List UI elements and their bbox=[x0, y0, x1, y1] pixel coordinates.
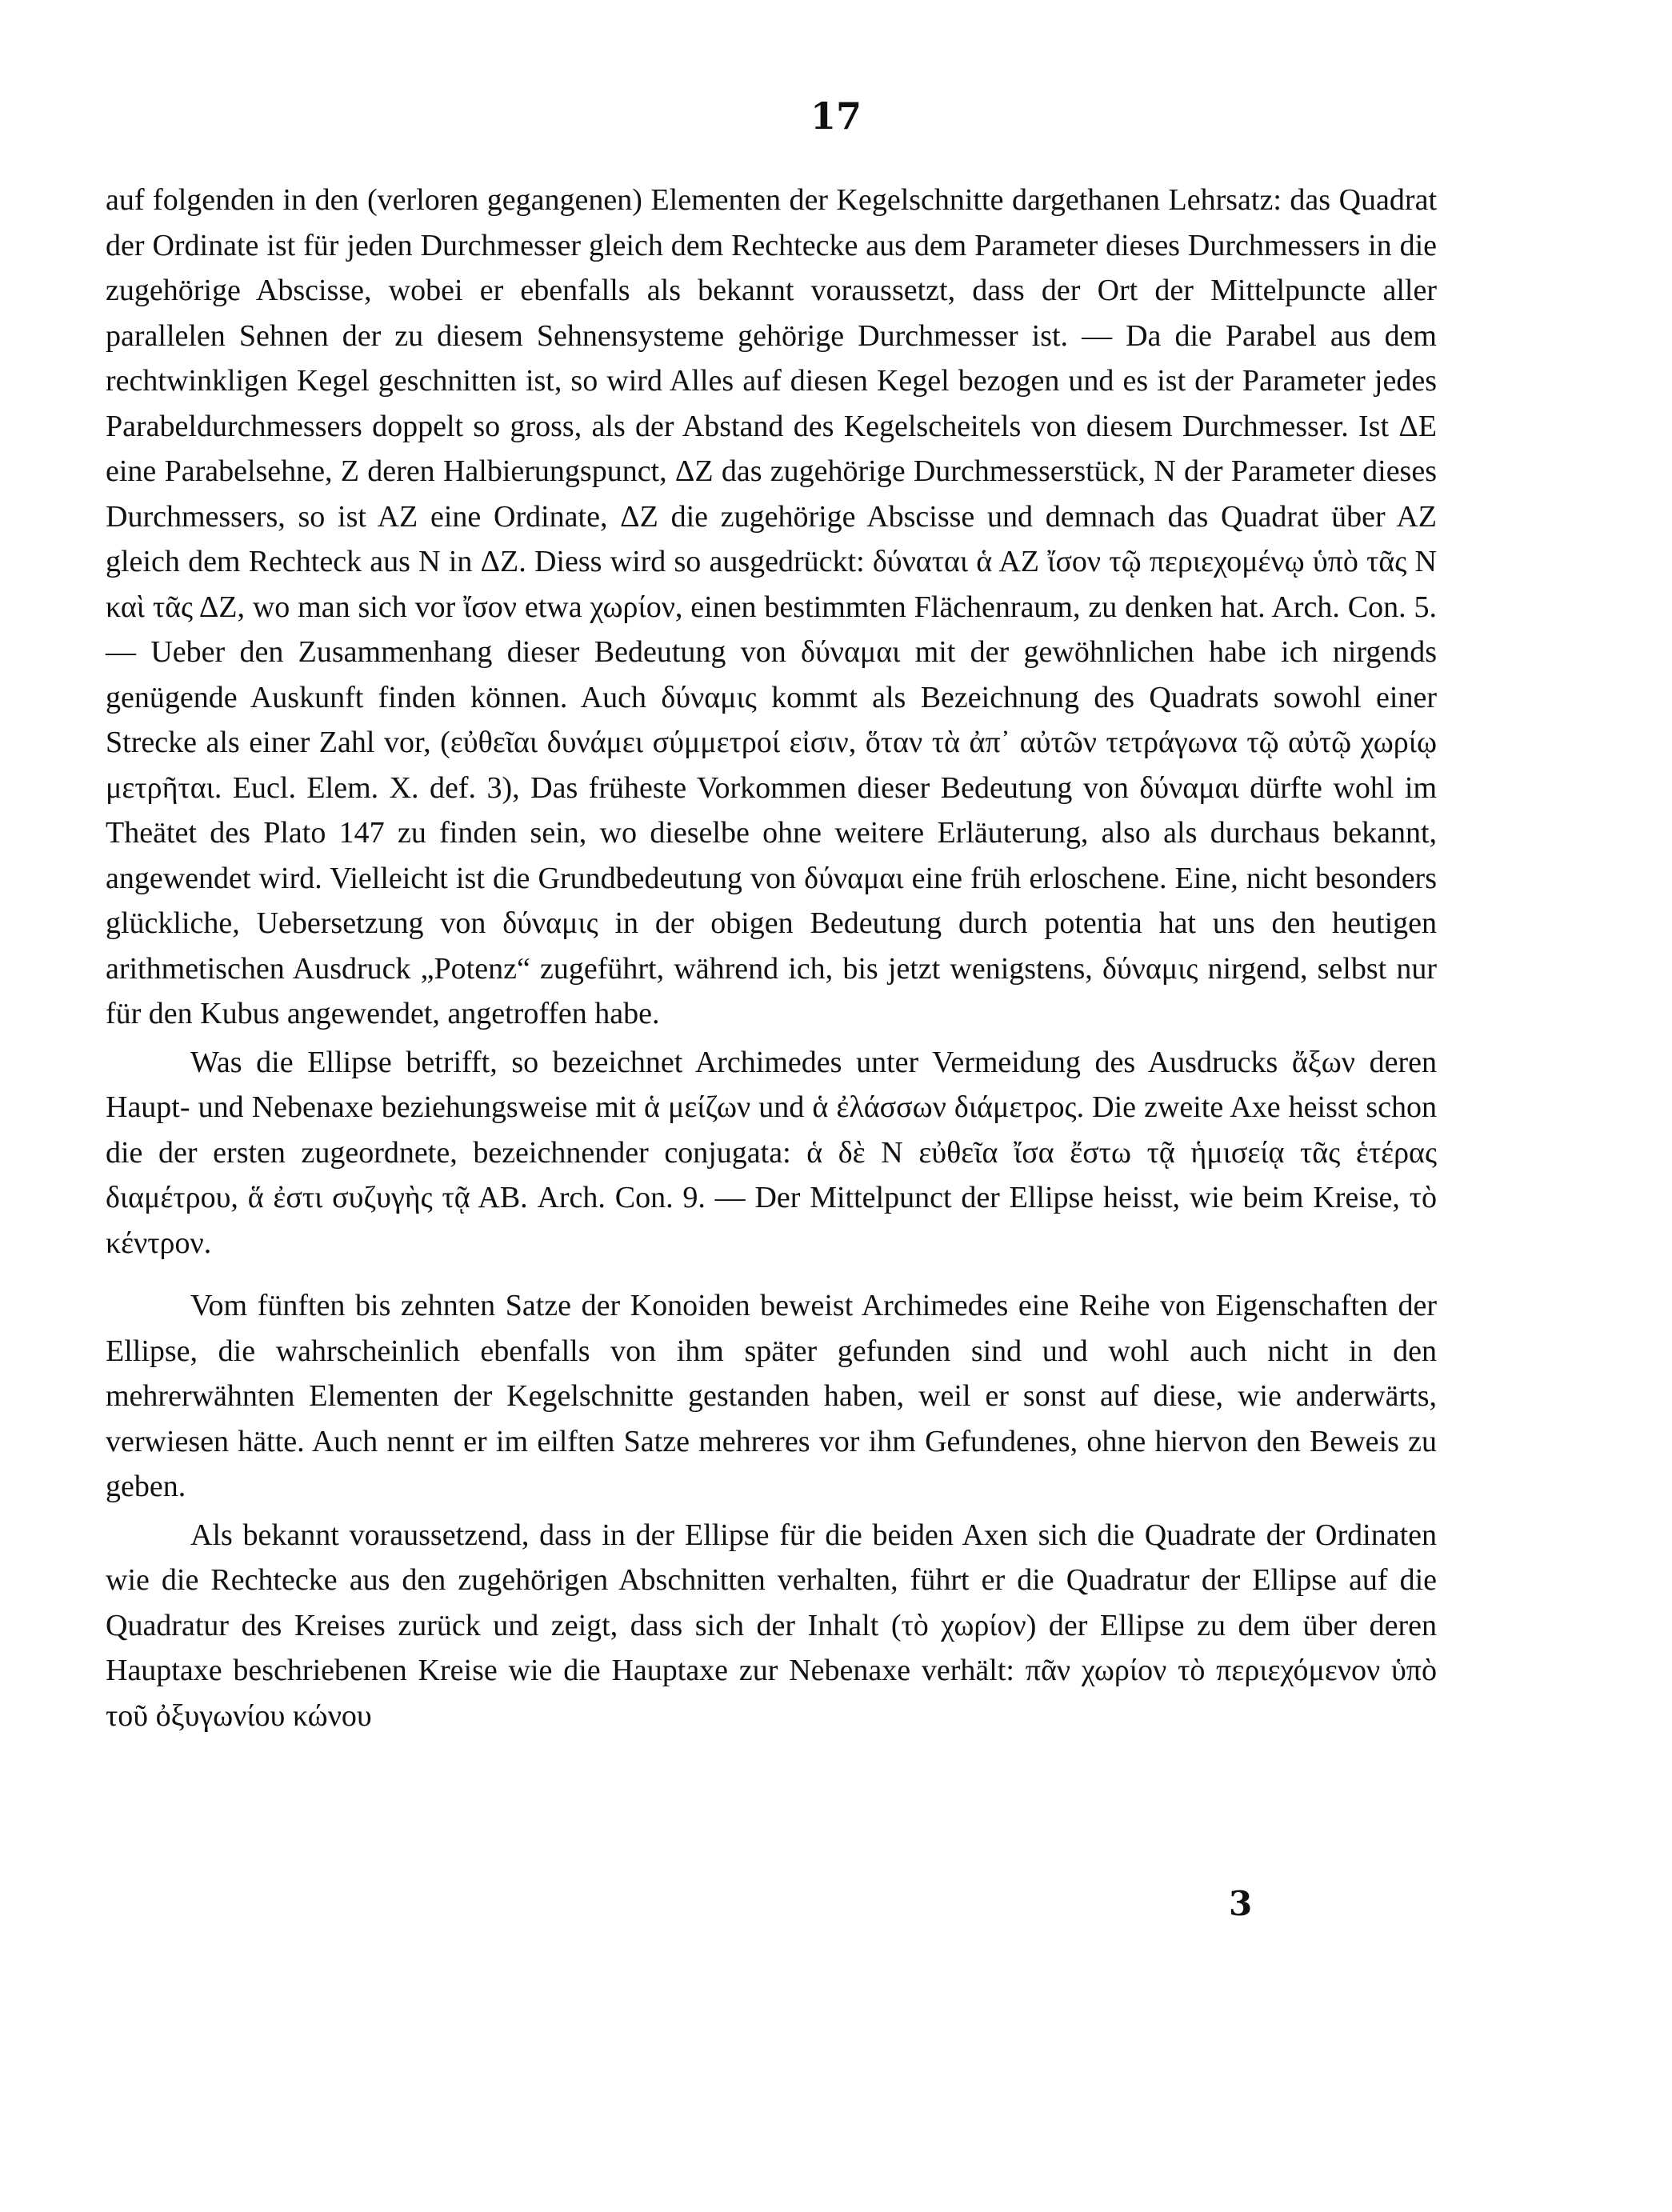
body-text bbox=[106, 178, 1437, 1738]
signature-mark: 3 bbox=[1229, 1884, 1253, 1923]
page-number: 17 bbox=[810, 94, 862, 138]
paragraph-konoiden: Vom fünften bis zehnten Satze der Konoiden beweist Archimedes eine Reihe von Eigenschaften der Ellipse, die wahrscheinlich ebenfalls von ihm später gefunden sind und wohl auch nicht in den mehrerwähnten Elementen der Kegelschnitte gestanden haben, weil er sonst auf diese, wie anderwärts, verwiesen hätte. Auch nennt er im eilften Satze mehreres vor ihm Gefundenes, ohne hiervon den Beweis zu geben. bbox=[106, 1289, 1437, 1503]
paragraph-continuation: auf folgenden in den (verloren gegangenen) Elementen der Kegelschnitte dargethanen Lehrsatz: das Quadrat der Ordinate ist für jeden Durchmesser gleich dem Rechtecke aus dem Parameter dieses Durchmessers in die zugehörige Abscisse, wobei er ebenfalls als bekannt voraussetzt, dass der Ort der Mittelpuncte aller parallelen Sehnen der zu diesem Sehnensysteme gehörige Durchmesser ist. — Da die Parabel aus dem rechtwinkligen Kegel geschnitten ist, so wird Alles auf diesen Kegel bezogen und es ist der Parameter jedes Parabeldurchmessers doppelt so gross, als der Abstand des Kegelscheitels von diesem Durchmesser. Ist ΔE eine Parabelsehne, Z deren Halbierungspunct, ΔZ das zugehörige Durchmesserstück, N der Parameter dieses Durchmessers, so ist AZ eine Ordinate, ΔZ die zugehörige Abscisse und demnach das Quadrat über AZ gleich dem Rechteck aus N in ΔZ. Diess wird so ausgedrückt: δύναται ἁ ΑΖ ἴσον τῷ περιεχομένῳ ὑπὸ τᾶς Ν καὶ τᾶς ΔΖ, wo man sich vor ἴσον etwa χωρίον, einen bestimmten Flächenraum, zu denken hat. Arch. Con. 5. — Ueber den Zusammenhang dieser Bedeutung von δύναμαι mit der gewöhnlichen habe ich nirgends genügende Auskunft finden können. Auch δύναμις kommt als Bezeichnung des Quadrats sowohl einer Strecke als einer Zahl vor, (εὐθεῖαι δυνάμει σύμμετροί εἰσιν, ὅταν τὰ ἀπ᾽ αὐτῶν τετράγωνα τῷ αὐτῷ χωρίῳ μετρῆται. Eucl. Elem. X. def. 3), Das früheste Vorkommen dieser Bedeutung von δύναμαι dürfte wohl im Theätet des Plato 147 zu finden sein, wo dieselbe ohne weitere Erläuterung, also als durchaus bekannt, angewendet wird. Vielleicht ist die Grundbedeutung von δύναμαι eine früh erloschene. Eine, nicht besonders glückliche, Uebersetzung von δύναμις in der obigen Bedeutung durch potentia hat uns den heutigen arithmetischen Ausdruck „Potenz“ zugeführt, während ich, bis jetzt wenigstens, δύναμις nirgend, selbst nur für den Kubus angewendet, angetroffen habe. bbox=[106, 183, 1437, 1030]
paragraph-quadratur: Als bekannt voraussetzend, dass in der Ellipse für die beiden Axen sich die Quadrate der Ordinaten wie die Rechtecke aus den zugehörigen Abschnitten verhalten, führt er die Quadratur der Ellipse auf die Quadratur des Kreises zurück und zeigt, dass sich der Inhalt (τὸ χωρίον) der Ellipse zu dem über deren Hauptaxe beschriebenen Kreise wie die Hauptaxe zur Nebenaxe verhält: πᾶν χωρίον τὸ περιεχόμενον ὑπὸ τοῦ ὀξυγωνίου κώνου bbox=[106, 1518, 1437, 1733]
paragraph-ellipse: Was die Ellipse betrifft, so bezeichnet Archimedes unter Vermeidung des Ausdrucks ἄξων deren Haupt- und Nebenaxe beziehungsweise mit ἁ μείζων und ἁ ἐλάσσων διάμετρος. Die zweite Axe heisst schon die der ersten zugeordnete, bezeichnender conjugata: ἁ δὲ Ν εὐθεῖα ἴσα ἔστω τᾷ ἡμισείᾳ τᾶς ἑτέρας διαμέτρου, ἅ ἐστι συζυγὴς τᾷ ΑΒ. Arch. Con. 9. — Der Mittelpunct der Ellipse heisst, wie beim Kreise, τὸ κέντρον. bbox=[106, 1045, 1437, 1260]
